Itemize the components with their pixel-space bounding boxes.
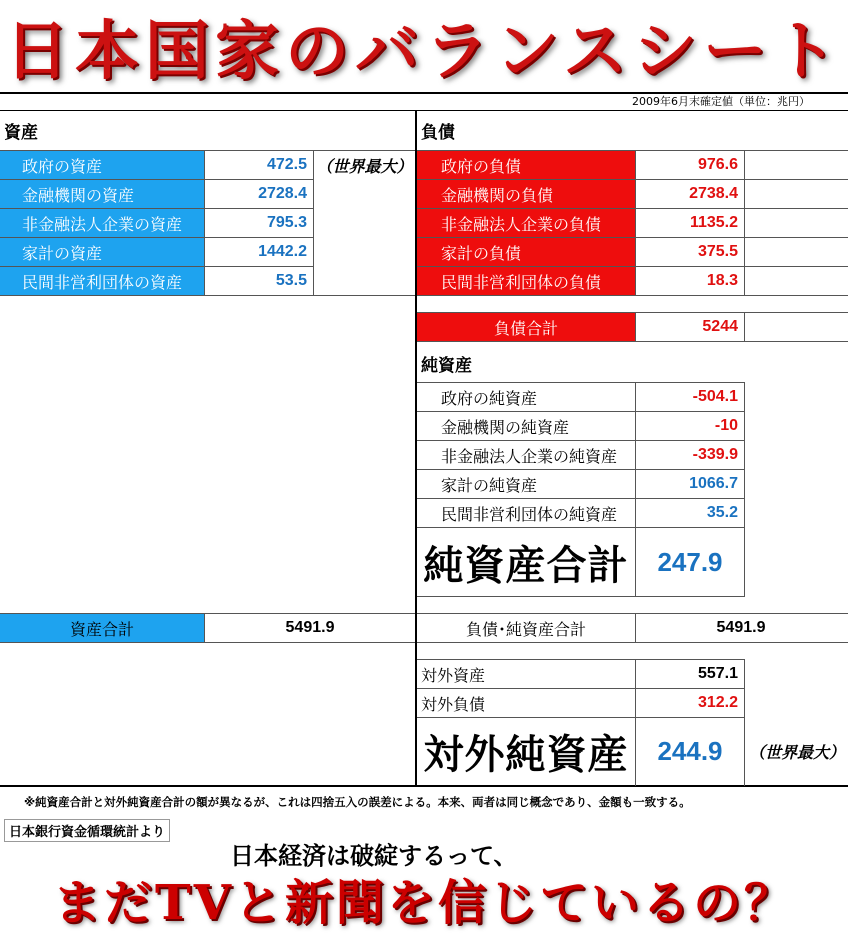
bottom-headline: まだTVと新聞を信じているの？ [53,875,795,931]
col-line [744,659,745,786]
net-value-government: -504.1 [692,388,738,405]
liabilities-total-label: 負債合計 [417,313,635,341]
page-title: 日本国家のバランスシート [4,15,844,89]
net-assets-total-value: 247.9 [657,546,723,577]
external-assets-value: 557.1 [697,665,738,682]
liab-net-total-label: 負債･純資産合計 [465,619,586,639]
net-label-nonfinancial: 非金融法人企業の純資産 [441,446,618,466]
assets-heading: 資産 [4,123,38,143]
col-line [635,312,636,341]
asset-label-financial: 金融機関の資産 [0,180,204,208]
asset-label-household: 家計の資産 [0,238,204,266]
world-max-note-assets: （世界最大） [316,156,413,176]
external-assets-label: 対外資産 [421,665,486,685]
liab-label-financial: 金融機関の負債 [417,180,635,208]
row-line [417,295,848,296]
external-liab-value: 312.2 [697,694,738,711]
net-label-government: 政府の純資産 [441,388,538,408]
col-line [204,150,205,296]
source-note: 日本銀行資金循環統計より [4,819,170,842]
net-label-financial: 金融機関の純資産 [441,417,570,437]
col-line [635,150,636,296]
liab-label-household: 家計の負債 [417,238,635,266]
net-assets-heading: 純資産 [421,356,472,376]
asset-value-government: 472.5 [266,156,307,173]
row-line [417,341,848,342]
col-line [635,382,636,597]
liab-label-nonprofit: 民間非営利団体の負債 [417,267,635,295]
liab-label-government: 政府の負債 [417,151,635,179]
table-top-border [0,110,848,111]
col-line [635,613,636,642]
liab-value-nonfinancial: 1135.2 [689,214,738,231]
asset-value-nonfinancial: 795.3 [266,214,307,231]
liab-value-nonprofit: 18.3 [706,272,738,289]
col-line [635,659,636,786]
col-line [744,150,745,296]
asset-value-nonprofit: 53.5 [275,272,307,289]
col-line [744,312,745,341]
liab-net-total-value: 5491.9 [716,619,766,636]
col-line [744,382,745,597]
net-label-household: 家計の純資産 [441,475,538,495]
world-max-note-external: （世界最大） [748,743,845,762]
liab-value-financial: 2738.4 [689,185,738,202]
row-line [0,295,415,296]
asset-label-government: 政府の資産 [0,151,204,179]
assets-total-value: 5491.9 [285,619,335,636]
row-line [417,596,745,597]
external-net-value: 244.9 [657,736,723,766]
assets-total-label: 資産合計 [0,614,204,642]
liabilities-heading: 負債 [421,123,455,143]
net-value-household: 1066.7 [689,475,738,492]
row-line [417,642,848,643]
asset-value-financial: 2728.4 [258,185,307,202]
table-bottom-border [0,785,848,787]
col-line [204,613,205,642]
net-value-nonprofit: 35.2 [706,504,738,521]
title-divider [0,92,848,94]
date-unit-note: 2009年6月末確定値（単位：兆円） [632,95,810,108]
footnote: ※純資産合計と対外純資産合計の額が異なるが、これは四捨五入の誤差による。本来、両者は同じ概念であり、金額も一致する。 [24,795,691,809]
net-value-nonfinancial: -339.9 [692,446,738,463]
liab-value-government: 976.6 [697,156,738,173]
row-line [0,642,415,643]
liabilities-total-value: 5244 [702,318,738,335]
asset-label-nonprofit: 民間非営利団体の資産 [0,267,204,295]
asset-value-household: 1442.2 [258,243,307,260]
net-value-financial: -10 [714,417,738,434]
net-assets-total-label: 純資産合計 [423,541,629,589]
tagline: 日本経済は破綻するって、 [230,842,518,870]
liab-label-nonfinancial: 非金融法人企業の負債 [417,209,635,237]
asset-label-nonfinancial: 非金融法人企業の資産 [0,209,204,237]
liab-value-household: 375.5 [697,243,738,260]
external-liab-label: 対外負債 [421,694,486,714]
col-line [313,150,314,296]
net-label-nonprofit: 民間非営利団体の純資産 [441,504,618,524]
external-net-label: 対外純資産 [423,731,629,778]
